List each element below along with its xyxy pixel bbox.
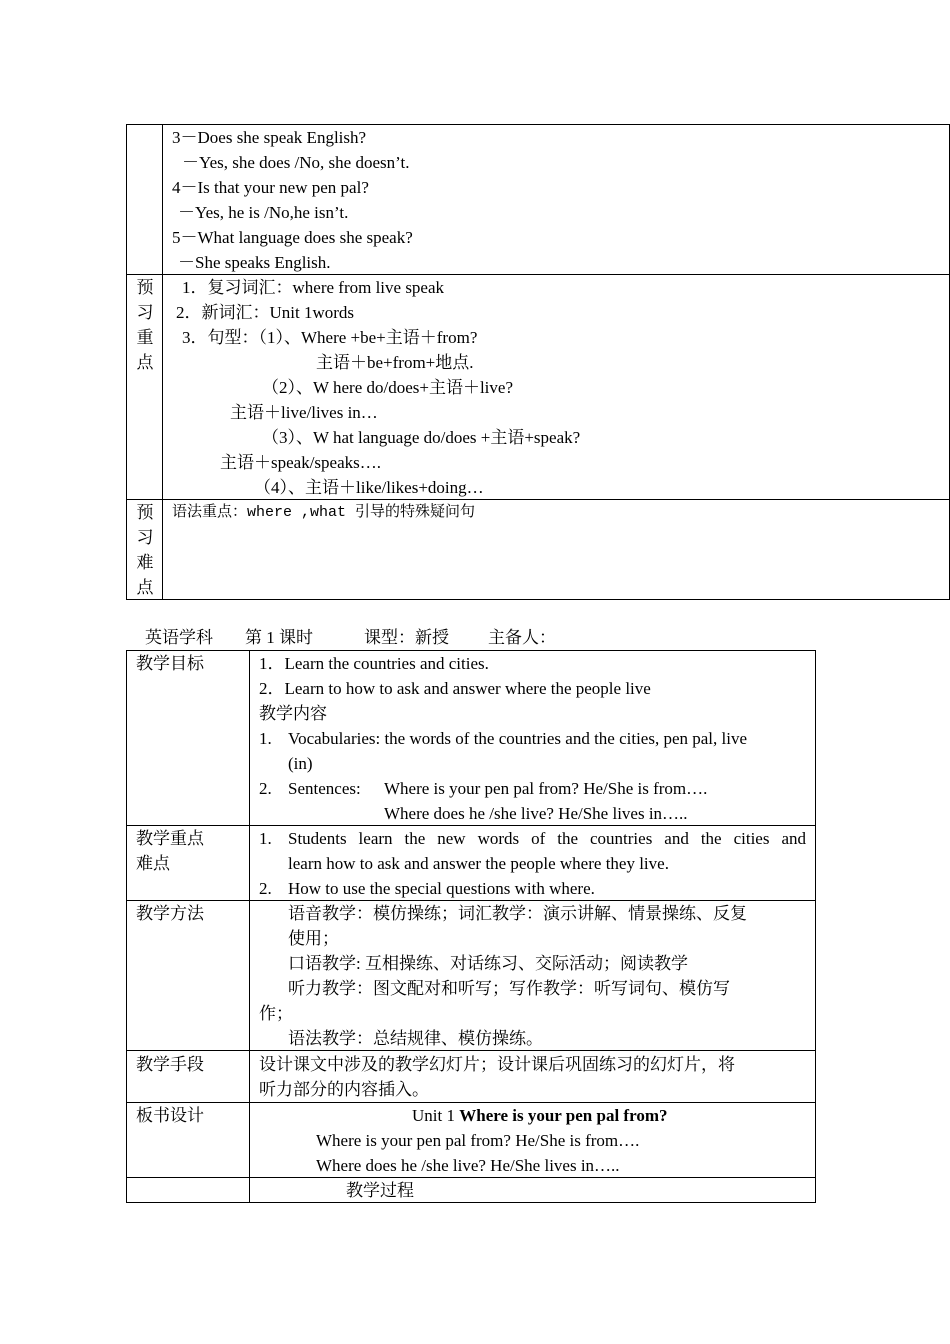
list-number: 2. bbox=[259, 879, 272, 898]
goal-line: 2．Learn to how to ask and answer where the people live bbox=[259, 679, 651, 698]
content-line: （4）、主语＋like/likes+doing… bbox=[254, 478, 484, 497]
author-label: 主备人： bbox=[488, 628, 556, 647]
list-number: 1. bbox=[259, 729, 272, 748]
lesson-type-label: 课型：新授 bbox=[364, 628, 449, 647]
method-line: 语音教学：模仿操练；词汇教学：演示讲解、情景操练、反复 bbox=[288, 904, 747, 923]
focus-line: Students learn the new words of the countries and the cities and bbox=[288, 829, 806, 848]
means-label: 教学手段 bbox=[136, 1055, 204, 1074]
method-line: 听力教学：图文配对和听写；写作教学：听写词句、模仿写 bbox=[288, 979, 730, 998]
board-line: Where is your pen pal from? He/She is from…. bbox=[316, 1131, 640, 1150]
content-heading: 教学内容 bbox=[259, 704, 327, 723]
method-line: 语法教学：总结规律、模仿操练。 bbox=[288, 1029, 543, 1048]
means-line: 听力部分的内容插入。 bbox=[259, 1080, 429, 1099]
dialogue-line: －Yes, he is /No,he isn’t. bbox=[178, 203, 349, 222]
method-line: 口语教学: 互相操练、对话练习、交际活动；阅读教学 bbox=[288, 954, 688, 973]
table-border bbox=[126, 650, 127, 1203]
board-title: Unit 1 Where is your pen pal from? bbox=[412, 1106, 668, 1125]
focus-label: 教学重点 bbox=[136, 829, 204, 848]
means-line: 设计课文中涉及的教学幻灯片；设计课后巩固练习的幻灯片，将 bbox=[259, 1055, 735, 1074]
goal-line: 1．Learn the countries and cities. bbox=[259, 654, 489, 673]
content-line: （2）、W here do/does+主语＋live? bbox=[262, 378, 513, 397]
content-line: 主语＋be+from+地点. bbox=[316, 353, 474, 372]
content-line: 3．句型：（1）、Where +be+主语＋from? bbox=[182, 328, 478, 347]
sentence-line: Where does he /she live? He/She lives in….. bbox=[384, 804, 688, 823]
table-border bbox=[126, 1202, 816, 1203]
grammar-focus-line: 语法重点：where ,what 引导的特殊疑问句 bbox=[172, 504, 476, 521]
table-border bbox=[815, 650, 816, 1203]
dialogue-line: 3－Does she speak English? bbox=[172, 128, 367, 147]
dialogue-line: －Yes, she does /No, she doesn’t. bbox=[182, 153, 410, 172]
board-line: Where does he /she live? He/She lives in….. bbox=[316, 1156, 620, 1175]
preview-focus-label: 预 习 重 点 bbox=[136, 278, 154, 372]
dialogue-line: 5－What language does she speak? bbox=[172, 228, 413, 247]
board-label: 板书设计 bbox=[136, 1106, 204, 1125]
method-line: 作； bbox=[259, 1004, 293, 1023]
dialogue-line: 4－Is that your new pen pal? bbox=[172, 178, 369, 197]
content-line: （3）、W hat language do/does +主语+speak? bbox=[262, 428, 581, 447]
process-label: 教学过程 bbox=[346, 1181, 414, 1200]
method-label: 教学方法 bbox=[136, 904, 204, 923]
focus-line: learn how to ask and answer the people where they live. bbox=[288, 854, 669, 873]
sentences-label: Sentences: bbox=[288, 779, 361, 798]
subject-label: 英语学科 bbox=[145, 628, 213, 647]
sentence-line: Where is your pen pal from? He/She is from…. bbox=[384, 779, 708, 798]
dialogue-line: －She speaks English. bbox=[178, 253, 331, 272]
method-line: 使用； bbox=[288, 929, 339, 948]
list-number: 1. bbox=[259, 829, 272, 848]
preview-difficulty-label: 预 习 难 点 bbox=[136, 503, 154, 597]
list-number: 2. bbox=[259, 779, 272, 798]
table-border bbox=[249, 650, 250, 1203]
content-line: 主语＋live/lives in… bbox=[230, 403, 378, 422]
lesson-label: 第 1 课时 bbox=[245, 628, 313, 647]
focus-label: 难点 bbox=[136, 854, 170, 873]
focus-line: How to use the special questions with where. bbox=[288, 879, 595, 898]
goal-line: Vocabularies: the words of the countries and the cities, pen pal, live bbox=[288, 729, 748, 748]
content-line: 主语＋speak/speaks…. bbox=[220, 453, 382, 472]
goal-line: (in) bbox=[288, 754, 313, 773]
content-line: 2．新词汇：Unit 1words bbox=[176, 303, 355, 322]
content-line: 1．复习词汇：where from live speak bbox=[182, 278, 445, 297]
teaching-goal-label: 教学目标 bbox=[136, 654, 204, 673]
table-border bbox=[126, 599, 950, 600]
